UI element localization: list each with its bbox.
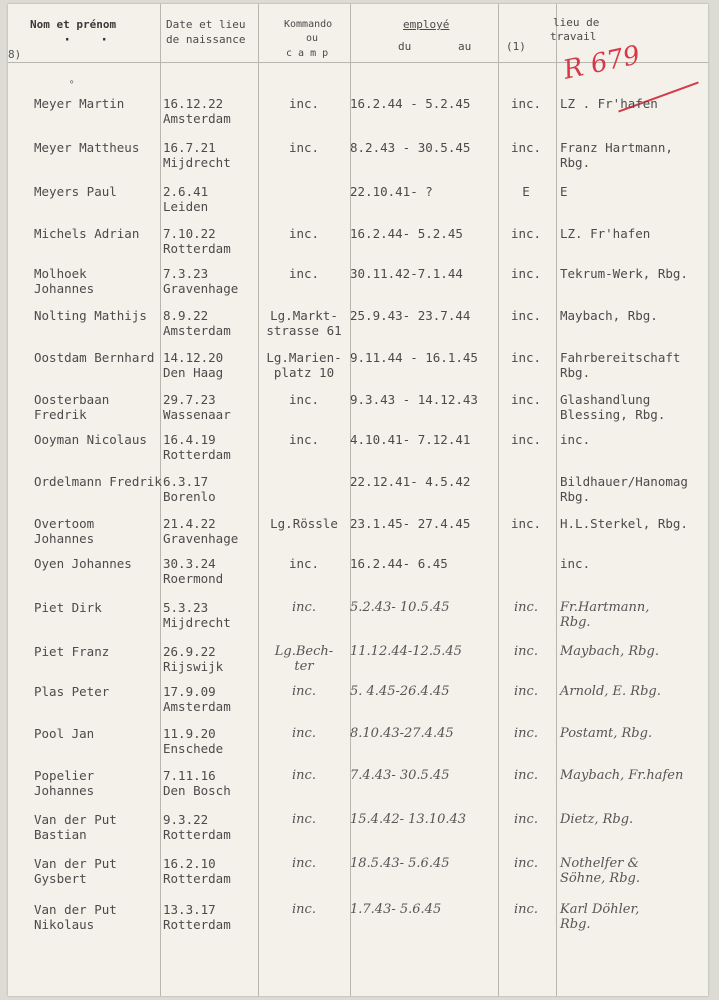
cell-lieu-line: Fr.Hartmann, <box>560 600 650 615</box>
cell-lieu-line: Arnold, E. Rbg. <box>560 684 661 699</box>
cell-lieu-line: Maybach, Fr.hafen <box>560 768 684 783</box>
cell-lieu-line: Karl Döhler, <box>560 902 640 917</box>
cell-name-line: Plas Peter <box>34 684 110 699</box>
cell-birth-line: 16.7.21 <box>163 140 216 155</box>
cell-lieu-line: inc. <box>560 556 591 571</box>
cell-name <box>34 556 179 571</box>
cell-note-line: inc. <box>514 768 538 783</box>
header-date-line2: de naissance <box>166 33 246 46</box>
cell-employe <box>350 902 508 917</box>
cell-kommando-line: inc. <box>292 812 316 827</box>
header-lieu-line2: travail <box>550 30 597 43</box>
cell-name <box>34 226 179 241</box>
cell-employe-line: 4.10.41- 7.12.41 <box>350 432 471 447</box>
cell-name-line: Michels Adrian <box>34 226 140 241</box>
cell-lieu-line: Dietz, Rbg. <box>560 812 634 827</box>
cell-note-line: inc. <box>514 600 538 615</box>
header-kommando: Kommando <box>284 19 333 30</box>
cell-birth-line: 6.3.17 <box>163 474 209 489</box>
cell-note <box>500 516 552 531</box>
cell-employe-line: 8.10.43-27.4.45 <box>350 726 454 741</box>
cell-birth-line: Wassenaar <box>163 407 231 422</box>
cell-employe-line: 23.1.45- 27.4.45 <box>350 516 471 531</box>
cell-employe <box>350 350 508 365</box>
cell-lieu-line: Rbg. <box>560 155 591 170</box>
cell-employe-line: 15.4.42- 13.10.43 <box>350 812 467 827</box>
cell-name <box>34 600 179 615</box>
cell-kommando-line: inc. <box>292 600 316 615</box>
cell-kommando-line: inc. <box>288 556 320 571</box>
cell-lieu <box>560 226 708 241</box>
cell-birth <box>163 474 263 504</box>
header-camp: c a m p <box>286 48 329 59</box>
header-employe: employé <box>403 18 450 31</box>
cell-kommando <box>252 812 356 827</box>
cell-kommando-line: inc. <box>292 726 316 741</box>
cell-name <box>34 266 179 296</box>
cell-name-line: Oosterbaan <box>34 392 110 407</box>
cell-kommando-line: inc. <box>288 432 320 447</box>
cell-name <box>34 474 179 489</box>
cell-birth <box>163 140 263 170</box>
cell-birth-line: Rotterdam <box>163 917 231 932</box>
cell-lieu-line: inc. <box>560 432 591 447</box>
cell-employe-line: 16.2.44- 6.45 <box>350 556 448 571</box>
cell-employe-line: 9.3.43 - 14.12.43 <box>350 392 478 407</box>
cell-employe <box>350 474 508 489</box>
cell-birth <box>163 226 263 256</box>
document-page <box>8 4 708 996</box>
cell-kommando <box>252 266 356 281</box>
cell-lieu <box>560 266 708 281</box>
cell-lieu-line: E <box>560 184 568 199</box>
cell-birth <box>163 266 263 296</box>
cell-employe-line: 22.10.41- ? <box>350 184 433 199</box>
cell-kommando <box>252 308 356 338</box>
cell-name-line: Gysbert <box>34 871 87 886</box>
cell-kommando <box>252 432 356 447</box>
cell-kommando-line: ter <box>294 659 314 674</box>
cell-employe-line: 1.7.43- 5.6.45 <box>350 902 442 917</box>
cell-lieu-line: Postamt, Rbg. <box>560 726 653 741</box>
cell-lieu <box>560 96 708 111</box>
cell-employe <box>350 184 508 199</box>
cell-note-line: inc. <box>510 350 542 365</box>
cell-birth-line: Rotterdam <box>163 871 231 886</box>
cell-note <box>500 856 552 871</box>
cell-kommando <box>252 96 356 111</box>
cell-birth-line: Mijdrecht <box>163 155 231 170</box>
cell-name-line: Van der Put <box>34 812 117 827</box>
cell-kommando <box>252 392 356 407</box>
cell-employe-line: 16.2.44- 5.2.45 <box>350 226 463 241</box>
cell-name <box>34 184 179 199</box>
cell-lieu-line: Maybach, Rbg. <box>560 644 659 659</box>
cell-name-line: Molhoek <box>34 266 87 281</box>
cell-name-line: Overtoom <box>34 516 95 531</box>
cell-name-line: Van der Put <box>34 856 117 871</box>
cell-birth-line: Enschede <box>163 741 224 756</box>
cell-birth <box>163 392 263 422</box>
cell-note-line: inc. <box>514 644 538 659</box>
cell-birth-line: 30.3.24 <box>163 556 216 571</box>
cell-kommando-line: inc. <box>292 768 316 783</box>
cell-employe <box>350 600 508 615</box>
cell-name-line: Nolting Mathijs <box>34 308 147 323</box>
cell-kommando <box>252 684 356 699</box>
header-nom: Nom et prénom <box>30 18 117 31</box>
cell-employe-line: 22.12.41- 4.5.42 <box>350 474 471 489</box>
cell-note <box>500 140 552 155</box>
cell-birth-line: Rotterdam <box>163 827 231 842</box>
cell-lieu <box>560 600 708 630</box>
cell-name-line: Piet Dirk <box>34 600 102 615</box>
cell-employe-line: 5. 4.45-26.4.45 <box>350 684 450 699</box>
cell-name-line: Oostdam Bernhard <box>34 350 155 365</box>
cell-name <box>34 96 179 111</box>
cell-employe <box>350 644 508 659</box>
cell-note-line: inc. <box>514 726 538 741</box>
column-rule <box>556 4 557 996</box>
cell-birth <box>163 432 263 462</box>
header-du: du <box>398 40 412 53</box>
cell-birth <box>163 684 263 714</box>
cell-birth-line: 9.3.22 <box>163 812 209 827</box>
cell-name <box>34 902 179 932</box>
cell-employe-line: 16.2.44 - 5.2.45 <box>350 96 471 111</box>
cell-note-line: inc. <box>514 902 538 917</box>
cell-birth <box>163 350 263 380</box>
cell-name <box>34 350 179 365</box>
cell-note <box>500 184 552 199</box>
cell-employe <box>350 812 508 827</box>
cell-lieu-line: LZ. Fr'hafen <box>560 226 651 241</box>
cell-birth <box>163 856 263 886</box>
cell-note-line: inc. <box>510 432 542 447</box>
cell-name-line: Ordelmann Fredrik <box>34 474 162 489</box>
cell-kommando <box>252 226 356 241</box>
cell-lieu-line: Rbg. <box>560 489 591 504</box>
cell-kommando-line: inc. <box>288 226 320 241</box>
cell-birth-line: Gravenhage <box>163 531 239 546</box>
cell-note-line: inc. <box>510 140 542 155</box>
cell-birth-line: 29.7.23 <box>163 392 216 407</box>
cell-employe <box>350 684 508 699</box>
cell-note <box>500 768 552 783</box>
cell-note-line: inc. <box>510 516 542 531</box>
cell-birth-line: Amsterdam <box>163 323 231 338</box>
cell-lieu-line: Blessing, Rbg. <box>560 407 666 422</box>
cell-name-line: Meyer Martin <box>34 96 125 111</box>
cell-lieu <box>560 432 708 447</box>
cell-lieu-line: Bildhauer/Hanomag <box>560 474 688 489</box>
cell-employe <box>350 392 508 407</box>
cell-employe <box>350 266 508 281</box>
cell-name <box>34 768 179 798</box>
cell-kommando-line: inc. <box>292 902 316 917</box>
cell-employe-line: 9.11.44 - 16.1.45 <box>350 350 478 365</box>
cell-note <box>500 226 552 241</box>
cell-note <box>500 600 552 615</box>
cell-note-line: inc. <box>514 684 538 699</box>
cell-kommando-line: inc. <box>288 140 320 155</box>
cell-employe-line: 7.4.43- 30.5.45 <box>350 768 450 783</box>
cell-birth-line: Rotterdam <box>163 241 231 256</box>
header-dot: · <box>63 32 72 48</box>
cell-birth-line: 14.12.20 <box>163 350 224 365</box>
cell-lieu <box>560 856 708 886</box>
cell-employe-line: 5.2.43- 10.5.45 <box>350 600 450 615</box>
cell-note <box>500 392 552 407</box>
cell-employe-line: 30.11.42-7.1.44 <box>350 266 463 281</box>
cell-name-line: Johannes <box>34 281 95 296</box>
cell-birth-line: 16.2.10 <box>163 856 216 871</box>
cell-lieu <box>560 516 708 531</box>
cell-birth <box>163 308 263 338</box>
cell-birth-line: Roermond <box>163 571 224 586</box>
cell-lieu <box>560 350 708 380</box>
cell-name-line: Piet Franz <box>34 644 110 659</box>
cell-birth-line: Rotterdam <box>163 447 231 462</box>
cell-lieu <box>560 644 708 659</box>
cell-employe <box>350 308 508 323</box>
cell-name <box>34 684 179 699</box>
cell-name <box>34 392 179 422</box>
cell-birth-line: Leiden <box>163 199 209 214</box>
cell-lieu-line: Franz Hartmann, <box>560 140 673 155</box>
cell-note <box>500 644 552 659</box>
cell-birth-line: 2.6.41 <box>163 184 209 199</box>
cell-lieu-line: Tekrum-Werk, Rbg. <box>560 266 688 281</box>
cell-name-line: Johannes <box>34 531 95 546</box>
cell-birth-line: 13.3.17 <box>163 902 216 917</box>
cell-note <box>500 432 552 447</box>
cell-kommando-line: Lg.Rössle <box>270 516 338 531</box>
cell-lieu <box>560 556 708 571</box>
cell-birth <box>163 768 263 798</box>
cell-kommando-line: Lg.Markt- <box>270 308 338 323</box>
cell-lieu-line: H.L.Sterkel, Rbg. <box>560 516 688 531</box>
cell-name <box>34 812 179 842</box>
cell-name <box>34 856 179 886</box>
cell-birth-line: 16.4.19 <box>163 432 216 447</box>
cell-name-line: Ooyman Nicolaus <box>34 432 147 447</box>
header-au: au <box>458 40 472 53</box>
cell-name-line: Nikolaus <box>34 917 95 932</box>
cell-kommando-line: inc. <box>288 96 320 111</box>
cell-birth-line: Rijswijk <box>163 659 224 674</box>
cell-kommando <box>252 726 356 741</box>
cell-lieu <box>560 768 708 783</box>
cell-birth <box>163 600 263 630</box>
cell-kommando-line: Lg.Bech- <box>274 644 334 659</box>
cell-lieu <box>560 474 708 504</box>
cell-employe <box>350 96 508 111</box>
cell-lieu-line: Rbg. <box>560 615 591 630</box>
cell-birth <box>163 902 263 932</box>
header-dot: · <box>100 32 109 48</box>
cell-birth-line: 7.3.23 <box>163 266 209 281</box>
cell-kommando <box>252 644 356 674</box>
cell-employe <box>350 140 508 155</box>
cell-employe-line: 25.9.43- 23.7.44 <box>350 308 471 323</box>
cell-lieu-line: Glashandlung <box>560 392 651 407</box>
header-ou: ou <box>306 33 319 44</box>
cell-birth-line: 21.4.22 <box>163 516 216 531</box>
cell-lieu <box>560 184 708 199</box>
header-date-line1: Date et lieu <box>166 18 246 31</box>
cell-lieu-line: Söhne, Rbg. <box>560 871 640 886</box>
cell-kommando-line: strasse 61 <box>266 323 342 338</box>
cell-note-line: inc. <box>510 96 542 111</box>
cell-employe <box>350 226 508 241</box>
cell-name-line: Johannes <box>34 783 95 798</box>
cell-lieu-line: Maybach, Rbg. <box>560 308 658 323</box>
cell-name-line: Oyen Johannes <box>34 556 132 571</box>
cell-kommando <box>252 768 356 783</box>
cell-birth <box>163 96 263 126</box>
cell-birth-line: 16.12.22 <box>163 96 224 111</box>
cell-kommando-line: Lg.Marien- <box>266 350 342 365</box>
cell-lieu <box>560 308 708 323</box>
cell-name <box>34 644 179 659</box>
cell-name <box>34 308 179 323</box>
cell-employe <box>350 726 508 741</box>
cell-birth <box>163 184 263 214</box>
cell-name-line: Van der Put <box>34 902 117 917</box>
cell-name <box>34 140 179 155</box>
cell-kommando <box>252 350 356 380</box>
cell-note-line: inc. <box>510 266 542 281</box>
cell-lieu <box>560 812 708 827</box>
cell-note <box>500 726 552 741</box>
cell-name <box>34 516 179 546</box>
cell-name <box>34 726 179 741</box>
header-lieu-line1: lieu de <box>553 16 600 29</box>
cell-note <box>500 902 552 917</box>
cell-lieu-line: Rbg. <box>560 917 591 932</box>
cell-birth-line: 11.9.20 <box>163 726 216 741</box>
cell-birth-line: 7.10.22 <box>163 226 216 241</box>
cell-note-line: inc. <box>514 812 538 827</box>
cell-lieu-line: Fahrbereitschaft <box>560 350 681 365</box>
cell-kommando-line: inc. <box>292 684 316 699</box>
cell-employe <box>350 556 508 571</box>
cell-lieu <box>560 726 708 741</box>
cell-note <box>500 96 552 111</box>
cell-name-line: Popelier <box>34 768 95 783</box>
cell-employe-line: 11.12.44-12.5.45 <box>350 644 462 659</box>
cell-lieu-line: Rbg. <box>560 365 591 380</box>
cell-name-line: Bastian <box>34 827 87 842</box>
cell-birth-line: 8.9.22 <box>163 308 209 323</box>
cell-note <box>500 812 552 827</box>
cell-birth-line: Den Haag <box>163 365 224 380</box>
cell-birth-line: 7.11.16 <box>163 768 216 783</box>
cell-birth-line: Amsterdam <box>163 111 231 126</box>
cell-kommando <box>252 902 356 917</box>
cell-birth <box>163 516 263 546</box>
cell-birth-line: 26.9.22 <box>163 644 216 659</box>
cell-birth-line: Borenlo <box>163 489 216 504</box>
cell-kommando-line: inc. <box>288 392 320 407</box>
cell-birth <box>163 556 263 586</box>
cell-name-line: Fredrik <box>34 407 87 422</box>
cell-note-line: E <box>522 184 530 199</box>
cell-name-line: Meyers Paul <box>34 184 117 199</box>
cell-kommando <box>252 516 356 531</box>
cell-employe <box>350 856 508 871</box>
cell-employe <box>350 768 508 783</box>
cell-kommando-line: inc. <box>288 266 320 281</box>
red-annotation-stamp: R 679 <box>560 40 643 86</box>
cell-birth <box>163 644 263 674</box>
row-marker: 8) <box>8 48 22 61</box>
cell-birth-line: 5.3.23 <box>163 600 209 615</box>
cell-employe-line: 8.2.43 - 30.5.45 <box>350 140 471 155</box>
cell-employe <box>350 516 508 531</box>
cell-birth-line: Gravenhage <box>163 281 239 296</box>
cell-lieu <box>560 902 708 932</box>
cell-kommando <box>252 140 356 155</box>
cell-kommando-line: platz 10 <box>273 365 335 380</box>
cell-note-line: inc. <box>510 226 542 241</box>
cell-note <box>500 684 552 699</box>
cell-birth <box>163 812 263 842</box>
cell-lieu <box>560 140 708 170</box>
cell-note <box>500 266 552 281</box>
cell-note-line: inc. <box>514 856 538 871</box>
cell-kommando <box>252 556 356 571</box>
cell-name <box>34 432 179 447</box>
cell-lieu-line: Nothelfer & <box>560 856 640 871</box>
cell-lieu <box>560 684 708 699</box>
cell-birth-line: Mijdrecht <box>163 615 231 630</box>
cell-birth <box>163 726 263 756</box>
cell-kommando-line: inc. <box>292 856 316 871</box>
cell-birth-line: 17.9.09 <box>163 684 216 699</box>
cell-name-line: Meyer Mattheus <box>34 140 140 155</box>
header-note: (1) <box>506 40 526 53</box>
cell-employe-line: 18.5.43- 5.6.45 <box>350 856 450 871</box>
cell-note-line: inc. <box>510 392 542 407</box>
cell-name-line: Pool Jan <box>34 726 95 741</box>
cell-birth-line: Amsterdam <box>163 699 231 714</box>
cell-note-line: inc. <box>510 308 542 323</box>
cell-note <box>500 350 552 365</box>
cell-kommando <box>252 600 356 615</box>
cell-employe <box>350 432 508 447</box>
cell-note <box>500 308 552 323</box>
cell-birth-line: Den Bosch <box>163 783 231 798</box>
cell-lieu-line: LZ . Fr'hafen <box>560 96 658 111</box>
cell-kommando <box>252 856 356 871</box>
cell-lieu <box>560 392 708 422</box>
tick-mark: ˚ <box>68 80 76 94</box>
